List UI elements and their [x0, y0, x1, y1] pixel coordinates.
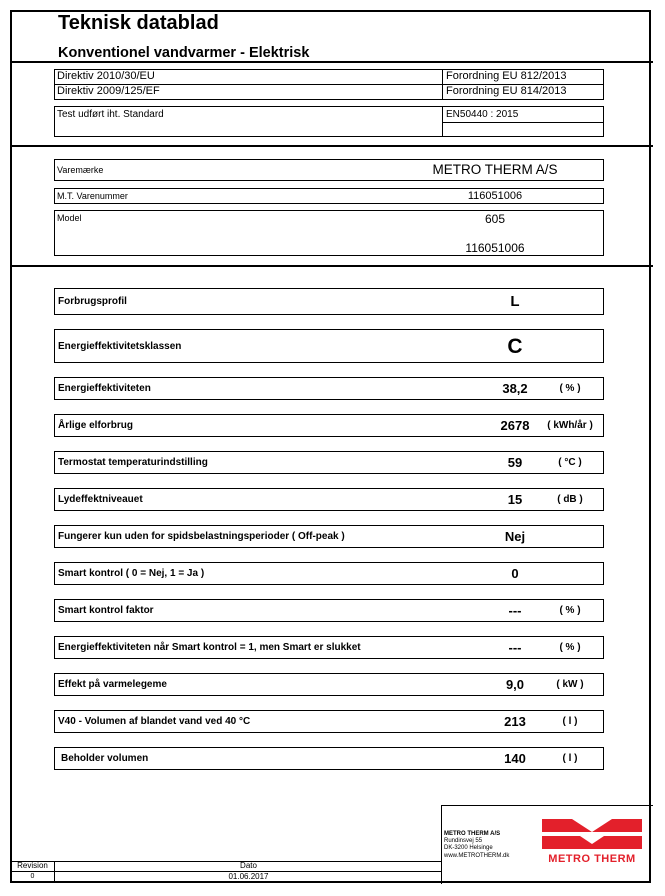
item-number-value: 116051006 [467, 190, 523, 202]
divider [10, 145, 653, 147]
spec-unit: ( % ) [559, 383, 581, 394]
spec-unit: ( % ) [559, 642, 581, 653]
spec-label: Forbrugsprofil [58, 296, 127, 307]
test-standard-label: Test udført iht. Standard [57, 109, 164, 120]
brand-row [54, 159, 604, 181]
spec-row-heater-power [54, 673, 604, 696]
company-address-2: DK-3200 Helsinge [444, 845, 493, 851]
spec-row-annual-consumption [54, 414, 604, 437]
model-label: Model [57, 213, 82, 223]
spec-row-smart-control [54, 562, 604, 585]
spec-label: Energieffektiviteten når Smart kontrol = 1, men Smart er slukket [58, 642, 361, 653]
spec-row-smart-factor [54, 599, 604, 622]
spec-value: 213 [504, 714, 526, 729]
spec-value: --- [508, 640, 522, 655]
model-number: 116051006 [465, 241, 525, 255]
spec-label: Smart kontrol faktor [58, 605, 154, 616]
spec-value: 0 [511, 566, 519, 581]
company-block [441, 805, 653, 884]
spec-row-v40 [54, 710, 604, 733]
divider [10, 265, 653, 267]
spec-label: V40 - Volumen af blandet vand ved 40 °C [58, 716, 251, 727]
spec-unit: ( % ) [559, 605, 581, 616]
ordinance-2: Forordning EU 814/2013 [446, 85, 567, 97]
company-name: METRO THERM A/S [444, 831, 501, 837]
directive-2: Direktiv 2009/125/EF [57, 85, 160, 97]
spec-label: Lydeffektniveauet [58, 494, 143, 505]
directive-1: Direktiv 2010/30/EU [57, 70, 155, 82]
date-label: Dato [240, 861, 257, 870]
spec-unit: ( l ) [562, 753, 578, 764]
divider [10, 61, 653, 63]
revision-value: 0 [30, 873, 35, 880]
spec-row-thermostat [54, 451, 604, 474]
brand-value: METRO THERM A/S [432, 162, 558, 177]
date-value: 01.06.2017 [228, 872, 269, 881]
item-number-row [54, 188, 604, 204]
page-subtitle: Konventionel vandvarmer - Elektrisk [58, 45, 310, 61]
logo-text: METRO THERM [548, 853, 636, 865]
revision-label: Revision [17, 861, 48, 870]
spec-row-off-peak [54, 525, 604, 548]
spec-label: Smart kontrol ( 0 = Nej, 1 = Ja ) [58, 568, 205, 579]
spec-unit: ( kW ) [556, 679, 584, 690]
spec-value: C [507, 335, 523, 358]
spec-label: Energieffektivitetsklassen [58, 341, 182, 352]
model-row [54, 210, 604, 256]
spec-row-energy-efficiency [54, 377, 604, 400]
spec-label: Fungerer kun uden for spidsbelastningsperioder ( Off-peak ) [58, 531, 345, 542]
spec-value: L [510, 293, 520, 310]
item-number-label: M.T. Varenummer [57, 191, 128, 201]
spec-label: Termostat temperaturindstilling [58, 457, 208, 468]
spec-row-smart-off-efficiency [54, 636, 604, 659]
regulations-table [54, 69, 604, 100]
test-standard-value: EN50440 : 2015 [446, 109, 519, 120]
spec-value: Nej [504, 529, 526, 544]
spec-unit: ( kWh/år ) [547, 420, 593, 431]
test-standard-table [54, 106, 604, 137]
spec-unit: ( l ) [562, 716, 578, 727]
model-value: 605 [484, 212, 506, 226]
spec-value: 38,2 [502, 381, 528, 396]
company-website: www.METROTHERM.dk [444, 853, 510, 859]
spec-unit: ( dB ) [557, 494, 583, 505]
spec-value: 59 [507, 455, 523, 470]
spec-row-consumption-profile [54, 288, 604, 315]
spec-row-tank-volume [54, 747, 604, 770]
spec-value: 2678 [500, 418, 530, 433]
spec-value: --- [508, 603, 522, 618]
spec-value: 9,0 [505, 677, 525, 692]
spec-row-sound-power [54, 488, 604, 511]
spec-label: Energieffektiviteten [58, 383, 151, 394]
spec-label: Effekt på varmelegeme [58, 679, 167, 690]
spec-label: Årlige elforbrug [58, 420, 134, 431]
brand-label: Varemærke [57, 165, 104, 175]
spec-value: 15 [507, 492, 523, 507]
row-divider [442, 122, 603, 123]
spec-label: Beholder volumen [61, 753, 149, 764]
ordinance-1: Forordning EU 812/2013 [446, 70, 567, 82]
spec-unit: ( °C ) [558, 457, 582, 468]
page-title: Teknisk datablad [58, 12, 219, 34]
spec-value: 140 [504, 751, 526, 766]
spec-row-energy-class [54, 329, 604, 363]
metro-therm-logo-icon [542, 819, 642, 853]
company-address-1: Rundinsvej 55 [444, 838, 483, 844]
